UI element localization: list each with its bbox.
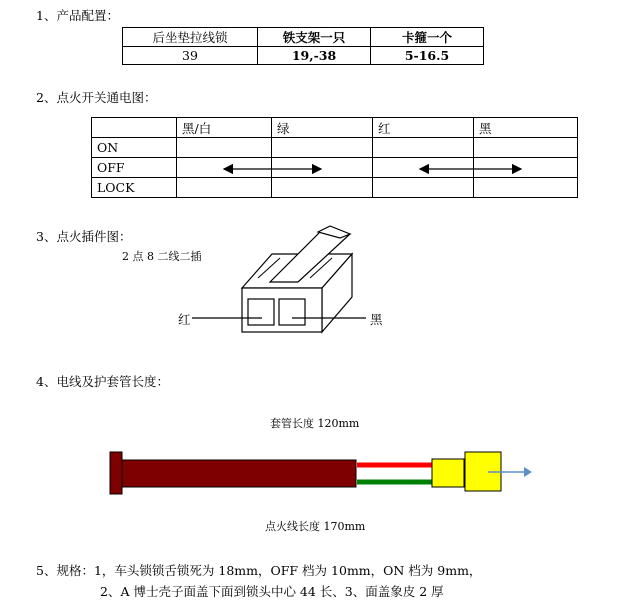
switch-header-cell: 黑 [474, 118, 578, 138]
plug-right-label: 黑 [370, 312, 383, 327]
config-value-cell: 5-16.5 [371, 47, 484, 65]
wire-length-label: 点火线长度 170mm [265, 520, 366, 533]
switch-header-cell: 黑/白 [177, 118, 272, 138]
sleeve-end-cap [110, 452, 122, 494]
section-2-title: 2、点火开关通电图： [36, 90, 157, 105]
section-4-title: 4、电线及护套管长度： [36, 374, 169, 389]
config-header-cell: 卡箍一个 [371, 28, 484, 47]
section-3-title: 3、点火插件图： [36, 229, 132, 244]
switch-row-label: OFF [92, 158, 177, 178]
section-5-spec: 5、规格：1，车头锁锁舌锁死为 18mm，OFF 档为 10mm，ON 档为 9mm， [36, 563, 482, 578]
switch-row-label: ON [92, 138, 177, 158]
direction-arrow-head [524, 467, 532, 477]
plug-left-label: 红 [178, 312, 191, 327]
plug-caption: 2 点 8 二线二插 [122, 250, 202, 263]
config-header-cell: 铁支架一只 [258, 28, 371, 47]
section-1-title: 1、产品配置： [36, 8, 119, 23]
connector-body [432, 459, 464, 487]
sleeve-tube [122, 460, 356, 487]
config-value-cell: 39 [123, 47, 258, 65]
config-header-cell: 后坐垫拉线锁 [123, 28, 258, 47]
section-5-spec-line2: 2、A 博士壳子面盖下面到锁头中心 44 长、3、面盖象皮 2 厚 [100, 584, 444, 599]
config-value-cell: 19,-38 [258, 47, 371, 65]
switch-header-cell: 绿 [272, 118, 373, 138]
sleeve-length-label: 套管长度 120mm [270, 417, 360, 430]
switch-header-cell: 红 [373, 118, 474, 138]
switch-row-label: LOCK [92, 178, 177, 198]
